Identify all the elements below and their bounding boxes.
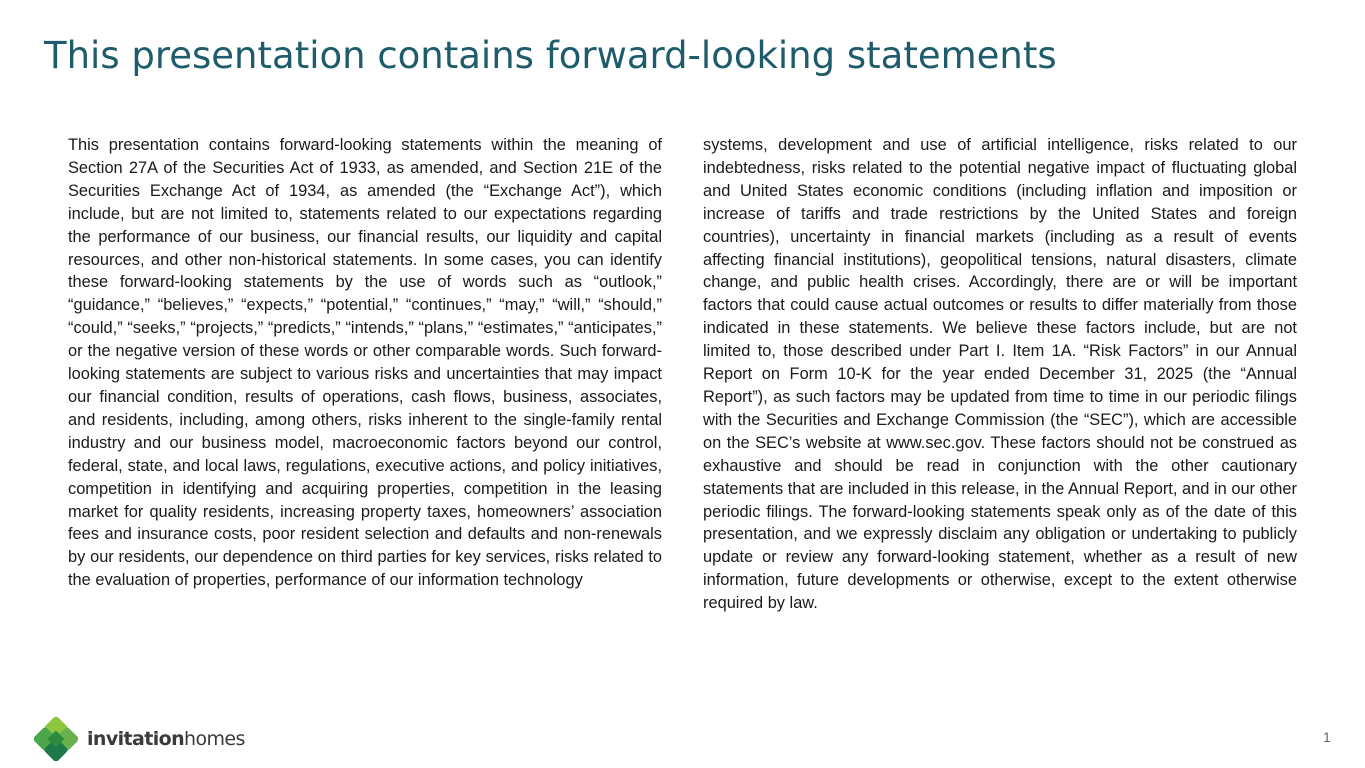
company-logo <box>34 717 245 761</box>
logo-word-invitation: invitation <box>87 728 185 750</box>
body-text-left-column: This presentation contains forward-looking statements within the meaning of Section 27A of the Securities Act of 1933, as amended, and Section 21E of the Securities Exchange Act of 1934, as amended (the “Exchange Act”), which include, but are not limited to, statements related to our expectations regarding the performance of our business, our financial results, our liquidity and capital resources, and other non-historical statements. In some cases, you can identify these forward-looking statements by the use of words such as “outlook,” “guidance,” “believes,” “expects,” “potential,” “continues,” “may,” “will,” “should,” “could,” “seeks,” “projects,” “predicts,” “intends,” “plans,” “estimates,” “anticipates,” or the negative version of these words or other comparable words. Such forward-looking statements are subject to various risks and uncertainties that may impact our financial condition, results of operations, cash flows, business, associates, and residents, including, among others, risks inherent to the single-family rental industry and our business model, macroeconomic factors beyond our control, federal, state, and local laws, regulations, executive actions, and policy initiatives, competition in identifying and acquiring properties, competition in the leasing market for quality residents, increasing property taxes, homeowners’ association fees and insurance costs, poor resident selection and defaults and non-renewals by our residents, our dependence on third parties for key services, risks related to the evaluation of properties, performance of our information technology <box>68 136 662 590</box>
invitation-homes-logo-icon <box>34 717 78 761</box>
slide-title: This presentation contains forward-looking statements <box>44 34 1057 77</box>
page-number: 1 <box>1323 729 1331 745</box>
logo-wordmark <box>87 728 245 750</box>
body-text-right-column: systems, development and use of artificial intelligence, risks related to our indebtedness, risks related to the potential negative impact of fluctuating global and United States economic conditions (including inflation and imposition or increase of tariffs and trade restrictions by the United States and foreign countries), uncertainty in financial markets (including as a result of events affecting financial institutions), geopolitical tensions, natural disasters, climate change, and public health crises. Accordingly, there are or will be important factors that could cause actual outcomes or results to differ materially from those indicated in these statements. We believe these factors include, but are not limited to, those described under Part I. Item 1A. “Risk Factors” in our Annual Report on Form 10-K for the year ended December 31, 2025 (the “Annual Report”), as such factors may be updated from time to time in our periodic filings with the Securities and Exchange Commission (the “SEC”), which are accessible on the SEC’s website at www.sec.gov. These factors should not be construed as exhaustive and should be read in conjunction with the other cautionary statements that are included in this release, in the Annual Report, and in our other periodic filings. The forward-looking statements speak only as of the date of this presentation, and we expressly disclaim any obligation or undertaking to publicly update or review any forward-looking statement, whether as a result of new information, future developments or otherwise, except to the extent otherwise required by law. <box>703 136 1297 613</box>
logo-word-homes: homes <box>184 728 245 750</box>
